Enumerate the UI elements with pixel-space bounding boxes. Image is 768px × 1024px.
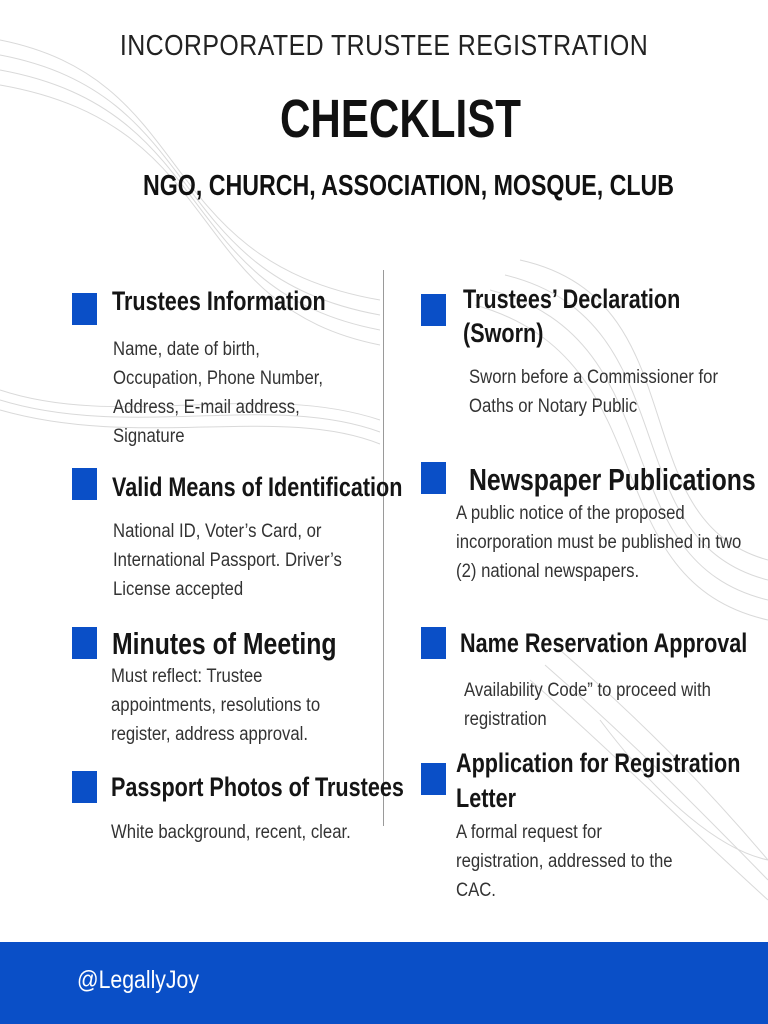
item-description: Availability Code” to proceed with registration	[464, 680, 711, 730]
item-title: Valid Means of Identification	[112, 472, 403, 502]
item-description: Sworn before a Commissioner for Oaths or Notary Public	[469, 367, 719, 417]
page-subtitle: NGO, CHURCH, ASSOCIATION, MOSQUE, CLUB	[143, 170, 675, 202]
item-description: A formal request for registration, addressed to the CAC.	[456, 822, 673, 901]
header-top-line: INCORPORATED TRUSTEE REGISTRATION	[119, 30, 649, 62]
item-title: Newspaper Publications	[469, 462, 756, 497]
bullet-square	[421, 627, 446, 659]
page-title: CHECKLIST	[280, 89, 522, 149]
item-description: White background, recent, clear.	[111, 822, 351, 843]
bullet-square	[72, 468, 97, 500]
bullet-square	[421, 462, 446, 494]
item-title: Trustees Information	[112, 286, 326, 316]
bullet-square	[72, 627, 97, 659]
bullet-square	[72, 293, 97, 325]
item-description: Must reflect: Trustee appointments, resolutions to register, address approval.	[111, 666, 321, 745]
item-title: Passport Photos of Trustees	[111, 772, 404, 802]
item-description: Name, date of birth, Occupation, Phone Number, Address, E-mail address, Signature	[113, 339, 324, 447]
social-handle: @LegallyJoy	[77, 966, 199, 994]
bullet-square	[72, 771, 97, 803]
column-divider	[383, 270, 384, 826]
item-title: Application for Registration Letter	[456, 748, 741, 813]
item-description: National ID, Voter’s Card, or International Passport. Driver’s License accepted	[113, 521, 342, 600]
bullet-square	[421, 763, 446, 795]
item-title: Minutes of Meeting	[112, 626, 337, 661]
footer-bar	[0, 942, 768, 1024]
item-title: Trustees’ Declaration (Sworn)	[463, 284, 681, 348]
bullet-square	[421, 294, 446, 326]
item-title: Name Reservation Approval	[460, 628, 748, 658]
item-description: A public notice of the proposed incorporation must be published in two (2) national newspapers.	[456, 503, 742, 582]
